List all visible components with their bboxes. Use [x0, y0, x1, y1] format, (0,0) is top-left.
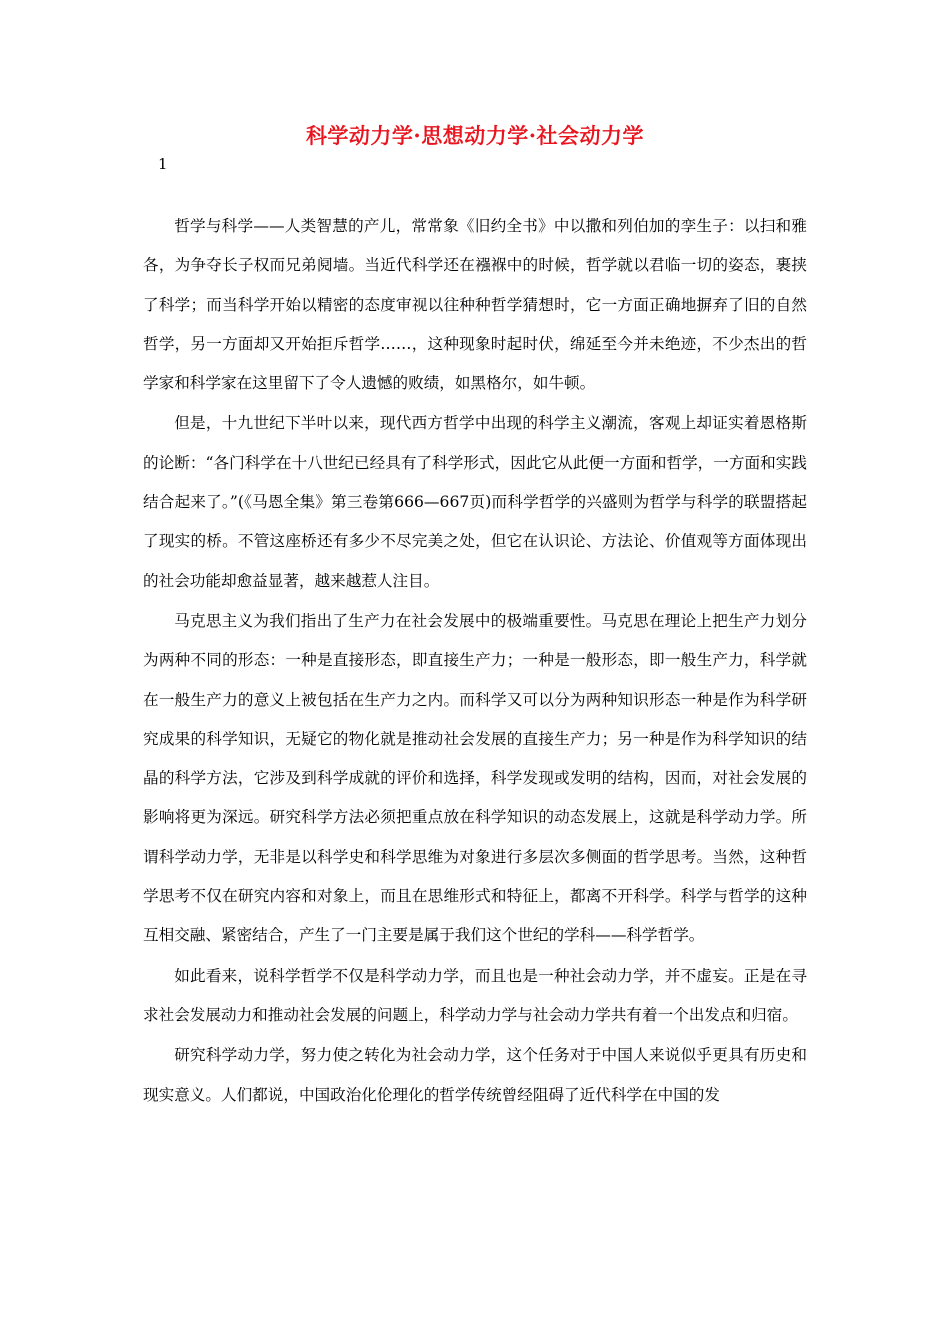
page-number: 1 — [158, 155, 168, 173]
paragraph: 如此看来，说科学哲学不仅是科学动力学，而且也是一种社会动力学，并不虚妄。正是在寻求社会发展动力和推动社会发展的问题上，科学动力学与社会动力学共有着一个出发点和归宿。 — [143, 966, 807, 1024]
paragraph: 研究科学动力学，努力使之转化为社会动力学，这个任务对于中国人来说似乎更具有历史和现实意义。人们都说，中国政治化伦理化的哲学传统曾经阻碍了近代科学在中国的发 — [143, 1046, 807, 1104]
paragraph: 哲学与科学——人类智慧的产儿，常常象《旧约全书》中以撒和列伯加的孪生子：以扫和雅各，为争夺长子权而兄弟阋墙。当近代科学还在襁褓中的时候，哲学就以君临一切的姿态，裹挟了科学；而当科学开始以精密的态度审视以往种种哲学猜想时，它一方面正确地摒弃了旧的自然哲学，另一方面却又开始拒斥哲学……，这种现象时起时伏，绵延至今并未绝迹，不少杰出的哲学家和科学家在这里留下了令人遗憾的败绩，如黑格尔，如牛顿。 — [143, 217, 807, 393]
paragraph: 但是，十九世纪下半叶以来，现代西方哲学中出现的科学主义潮流，客观上却证实着恩格斯的论断：“各门科学在十八世纪已经具有了科学形式，因此它从此便一方面和哲学，一方面和实践结合起来了。”(《马恩全集》第三卷第666—667页)而科学哲学的兴盛则为哲学与科学的联盟搭起了现实的桥。不管这座桥还有多少不尽完美之处，但它在认识论、方法论、价值观等方面体现出的社会功能却愈益显著，越来越惹人注目。 — [143, 414, 807, 590]
paragraph: 马克思主义为我们指出了生产力在社会发展中的极端重要性。马克思在理论上把生产力划分为两种不同的形态：一种是直接形态，即直接生产力；一种是一般形态，即一般生产力，科学就在一般生产力的意义上被包括在生产力之内。而科学又可以分为两种知识形态一种是作为科学研究成果的科学知识，无疑它的物化就是推动社会发展的直接生产力；另一种是作为科学知识的结晶的科学方法，它涉及到科学成就的评价和选择，科学发现或发明的结构，因而，对社会发展的影响将更为深远。研究科学方法必须把重点放在科学知识的动态发展上，这就是科学动力学。所谓科学动力学，无非是以科学史和科学思维为对象进行多层次多侧面的哲学思考。当然，这种哲学思考不仅在研究内容和对象上，而且在思维形式和特征上，都离不开科学。科学与哲学的这种互相交融、紧密结合，产生了一门主要是属于我们这个世纪的学科——科学哲学。 — [143, 611, 807, 945]
document-body — [143, 207, 807, 1115]
document-title: 科学动力学·思想动力学·社会动力学 — [305, 123, 645, 148]
